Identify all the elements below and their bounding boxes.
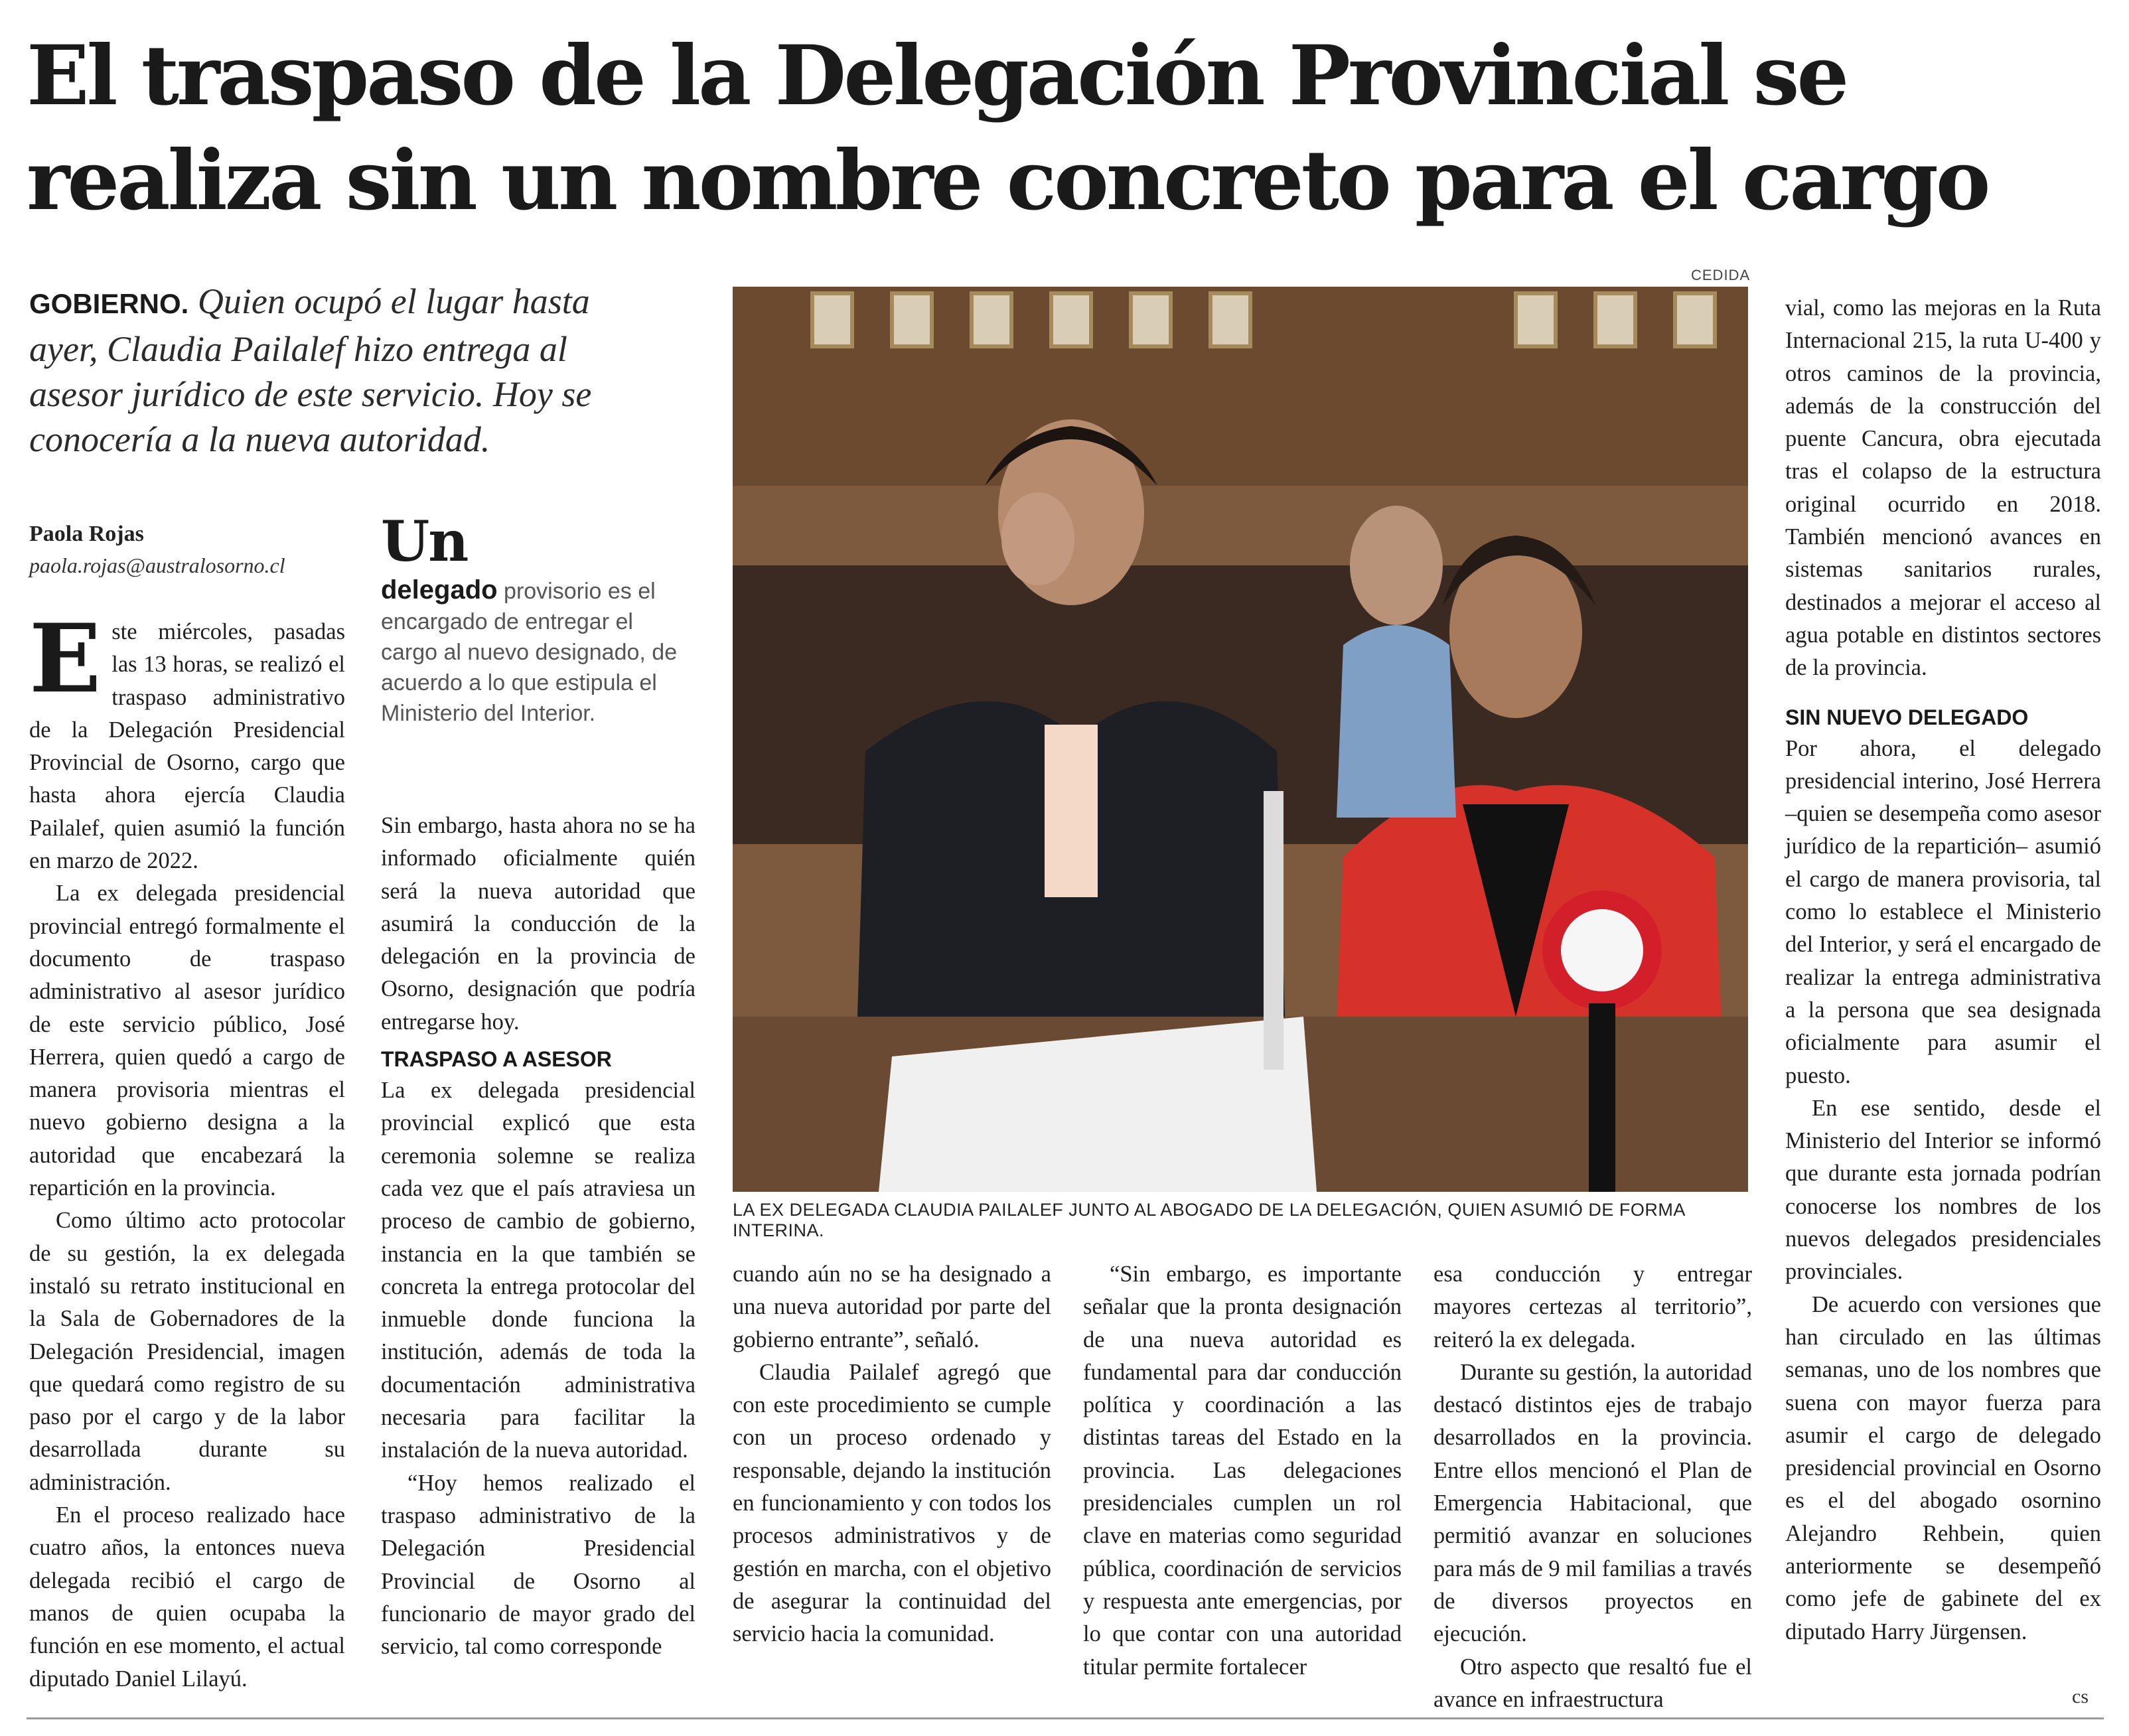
article-column-6 xyxy=(1785,292,2101,1648)
article-column-5 xyxy=(1433,1258,1752,1716)
article-column-3 xyxy=(733,1258,1051,1651)
subheading-traspaso: TRASPASO A ASESOR xyxy=(381,1047,612,1072)
article-column-2 xyxy=(381,810,696,1663)
paragraph: Sin embargo, hasta ahora no se ha informado oficialmente quién será la nueva autoridad que asumirá la conducción de la delegación en la provincia de Osorno, designación que podría entregarse hoy. xyxy=(381,813,696,1035)
pull-quote xyxy=(381,508,693,729)
byline-author: Paola Rojas xyxy=(29,522,144,546)
end-mark: cs xyxy=(2072,1686,2089,1707)
headline: El traspaso de la Delegación Provincial se realiza sin un nombre concreto para el cargo xyxy=(27,28,1988,229)
paragraph: ste miércoles, pasadas las 13 horas, se realizó el traspaso administrativo de la Delegación Presidencial Provincial de Osorno, cargo que hasta ahora ejercía Claudia Pailalef, quien asumió la función en marzo de 2022. xyxy=(29,619,345,874)
article-column-4 xyxy=(1083,1258,1402,1684)
pull-quote-big: Un xyxy=(381,508,468,574)
photo-credit: CEDIDA xyxy=(1691,267,1751,283)
paragraph: De acuerdo con versiones que han circulado en las últimas semanas, uno de los nombres que suena con mayor fuerza para asumir el cargo de delegado presidencial provincial en Osorno es el del abogado osornino Alejandro Rehbein, quien anteriormente se desempeñó como jefe de gabinete del ex diputado Harry Jürgensen. xyxy=(1785,1291,2101,1644)
paragraph: “Sin embargo, es importante señalar que la pronta designación de una nueva autoridad es fundamental para dar conducción política y coordinación a las distintas tareas del Estado en la provincia. Las delegaciones presidenciales cumplen un rol clave en materias como seguridad pública, coordinación de servicios y respuesta ante emergencias, por lo que contar con una autoridad titular permite fortalecer xyxy=(1083,1262,1402,1680)
paragraph: “Hoy hemos realizado el traspaso administrativo de la Delegación Presidencial Provincial de Osorno al funcionario de mayor grado del servicio, tal como corresponde xyxy=(381,1470,696,1660)
paragraph: Claudia Pailalef agregó que con este procedimiento se cumple con un proceso ordenado y responsable, dejando la institución en funcionamiento y con todos los procesos administrativos y de gestión en marcha, con el objetivo de asegurar la continuidad del servicio hacia la comunidad. xyxy=(733,1359,1051,1647)
byline-email[interactable]: paola.rojas@australosorno.cl xyxy=(29,553,285,577)
paragraph: vial, como las mejoras en la Ruta Internacional 215, la ruta U-400 y otros caminos de la provincia, además de la construcción del puente Cancura, obra ejecutada tras el colapso de la estructura original ocurrido en 2018. También mencionó avances en sistemas sanitarios rurales, destinados a mejorar el acceso al agua potable en distintos sectores de la provincia. xyxy=(1785,295,2101,681)
drop-cap: E xyxy=(29,604,102,714)
paragraph: La ex delegada presidencial provincial entregó formalmente el documento de traspaso administrativo al asesor jurídico de este servicio público, José Herrera, quien quedó a cargo de manera provisoria mientras el nuevo gobierno designa a la autoridad que encabezará la repartición en la provincia. xyxy=(29,881,345,1201)
article-column-1 xyxy=(29,604,345,1696)
paragraph: En el proceso realizado hace cuatro años, la entonces nueva delegada recibió el cargo de manos de quien ocupaba la función en ese momento, el actual diputado Daniel Lilayú. xyxy=(29,1502,345,1692)
paragraph: Durante su gestión, la autoridad destacó distintos ejes de trabajo desarrollados en la provincia. Entre ellos mencionó el Plan de Emergencia Habitacional, que permitió avanzar en soluciones para más de 9 mil familias a través de diversos proyectos en ejecución. xyxy=(1433,1359,1752,1647)
paragraph: esa conducción y entregar mayores certezas al territorio”, reiteró la ex delegada. xyxy=(1433,1262,1752,1352)
paragraph: cuando aún no se ha designado a una nueva autoridad por parte del gobierno entrante”, señaló. xyxy=(733,1262,1051,1352)
lead-text: Quien ocupó el lugar hasta ayer, Claudia Pailalef hizo entrega al asesor jurídico de este servicio. Hoy se conocería a la nueva autoridad. xyxy=(29,281,592,459)
pull-quote-bold: delegado xyxy=(381,575,498,605)
paragraph: Otro aspecto que resaltó fue el avance en infraestructura xyxy=(1433,1654,1752,1712)
paragraph: Por ahora, el delegado presidencial interino, José Herrera –quien se desempeña como asesor jurídico de la repartición– asumió el cargo de manera provisoria, tal como lo establece el Ministerio del Interior, y será el encargado de realizar la entrega administrativa a la persona que sea designada oficialmente para asumir el puesto. xyxy=(1785,735,2101,1088)
paragraph: En ese sentido, desde el Ministerio del Interior se informó que durante esta jornada podrían conocerse los nombres de los nuevos delegados presidenciales provinciales. xyxy=(1785,1095,2101,1285)
bottom-rule xyxy=(27,1717,2104,1719)
section-tag: GOBIERNO. xyxy=(29,288,189,319)
lead-paragraph xyxy=(29,279,666,462)
news-photo xyxy=(733,287,1748,1192)
paragraph: Como último acto protocolar de su gestión, la ex delegada instaló su retrato institucional en la Sala de Gobernadores de la Delegación Presidencial, imagen que quedará como registro de su paso por el cargo y de la labor desarrollada durante su administración. xyxy=(29,1208,345,1495)
photo-caption: LA EX DELEGADA CLAUDIA PAILALEF JUNTO AL ABOGADO DE LA DELEGACIÓN, QUIEN ASUMIÓ DE FORMA INTERINA. xyxy=(733,1200,1685,1240)
pull-quote-text: provisorio es el encargado de entregar el cargo al nuevo designado, de acuerdo a lo que estipula el Ministerio del Interior. xyxy=(381,579,678,726)
subheading-sin-nuevo-delegado: SIN NUEVO DELEGADO xyxy=(1785,705,2029,729)
paragraph: La ex delegada presidencial provincial explicó que esta ceremonia solemne se realiza cada vez que el país atraviesa un proceso de cambio de gobierno, instancia en la que también se concreta la entrega protocolar del inmueble donde funciona la institución, además de toda la documentación administrativa necesaria para facilitar la instalación de la nueva autoridad. xyxy=(381,1078,696,1463)
